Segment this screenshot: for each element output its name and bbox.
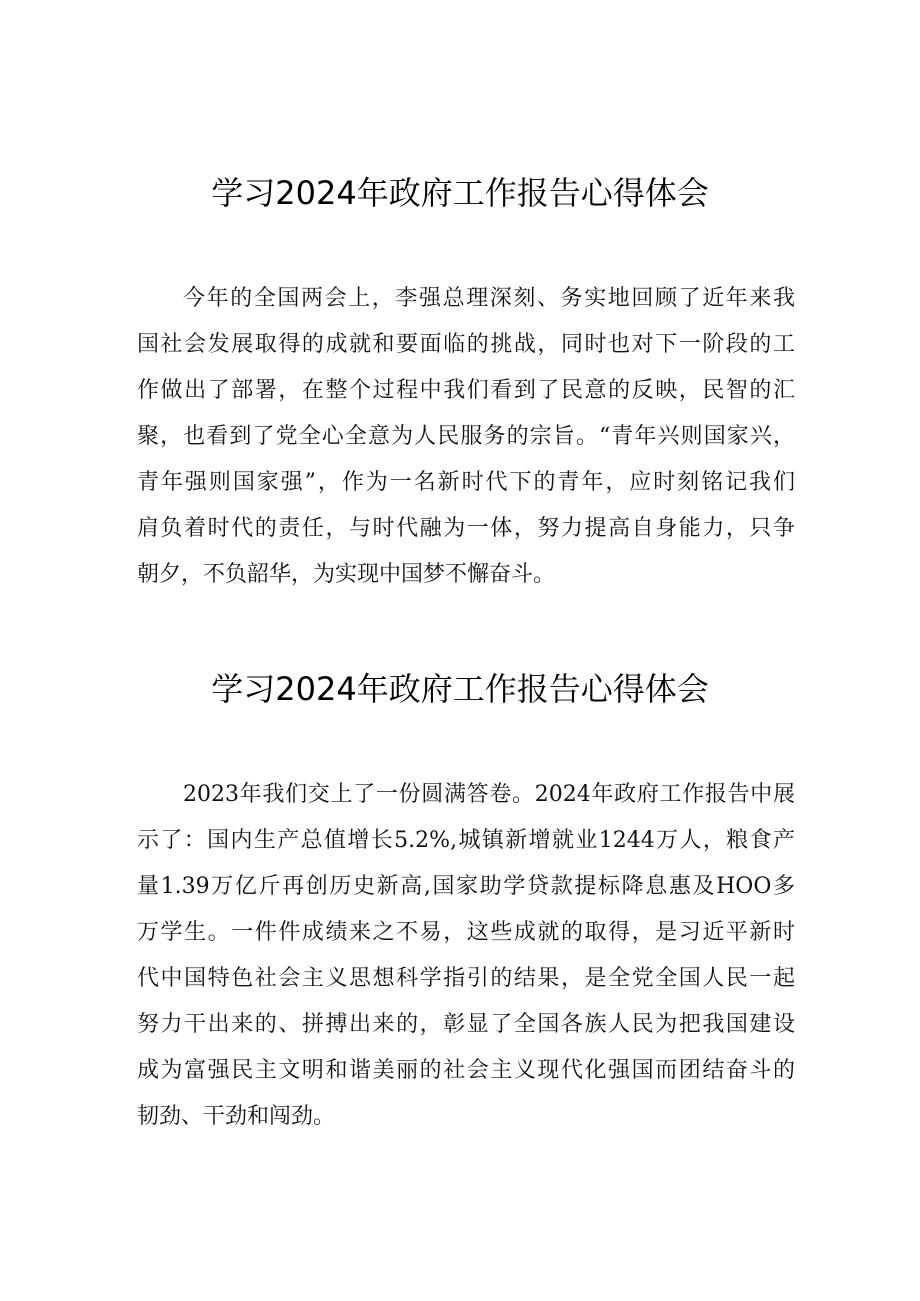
paragraph-line: 韧劲、干劲和闯劲。 <box>137 1104 336 1129</box>
paragraph-line: 量1.39万亿斤再创历史新高,国家助学贷款提标降息惠及HOO多 <box>137 874 795 899</box>
paragraph-line: 万学生。一件件成绩来之不易，这些成就的取得，是习近平新时 <box>137 920 795 945</box>
paragraph-line: 作做出了部署，在整个过程中我们看到了民意的反映，民智的汇 <box>137 378 795 403</box>
paragraph-line: 青年强则国家强”，作为一名新时代下的青年，应时刻铭记我们 <box>137 470 795 495</box>
paragraph-line: 聚，也看到了党全心全意为人民服务的宗旨。“青年兴则国家兴， <box>137 424 795 449</box>
paragraph-line: 示了：国内生产总值增长5.2%,城镇新增就业1244万人，粮食产 <box>137 828 795 853</box>
paragraph-line: 肩负着时代的责任，与时代融为一体，努力提高自身能力，只争 <box>137 516 795 541</box>
section-title: 学习2024年政府工作报告心得体会 <box>211 670 709 708</box>
paragraph-line: 2023年我们交上了一份圆满答卷。2024年政府工作报告中展 <box>183 782 795 807</box>
paragraph-line: 努力干出来的、拼搏出来的，彰显了全国各族人民为把我国建设 <box>137 1012 795 1037</box>
paragraph-line: 成为富强民主文明和谐美丽的社会主义现代化强国而团结奋斗的 <box>137 1058 795 1083</box>
paragraph-line: 国社会发展取得的成就和要面临的挑战，同时也对下一阶段的工 <box>137 332 795 357</box>
paragraph-line: 朝夕，不负韶华，为实现中国梦不懈奋斗。 <box>137 562 556 587</box>
paragraph <box>137 772 795 1140</box>
paragraph-line: 代中国特色社会主义思想科学指引的结果，是全党全国人民一起 <box>137 966 795 991</box>
section-title: 学习2024年政府工作报告心得体会 <box>211 174 709 212</box>
paragraph-line: 今年的全国两会上，李强总理深刻、务实地回顾了近年来我 <box>183 286 795 311</box>
paragraph <box>137 276 795 598</box>
